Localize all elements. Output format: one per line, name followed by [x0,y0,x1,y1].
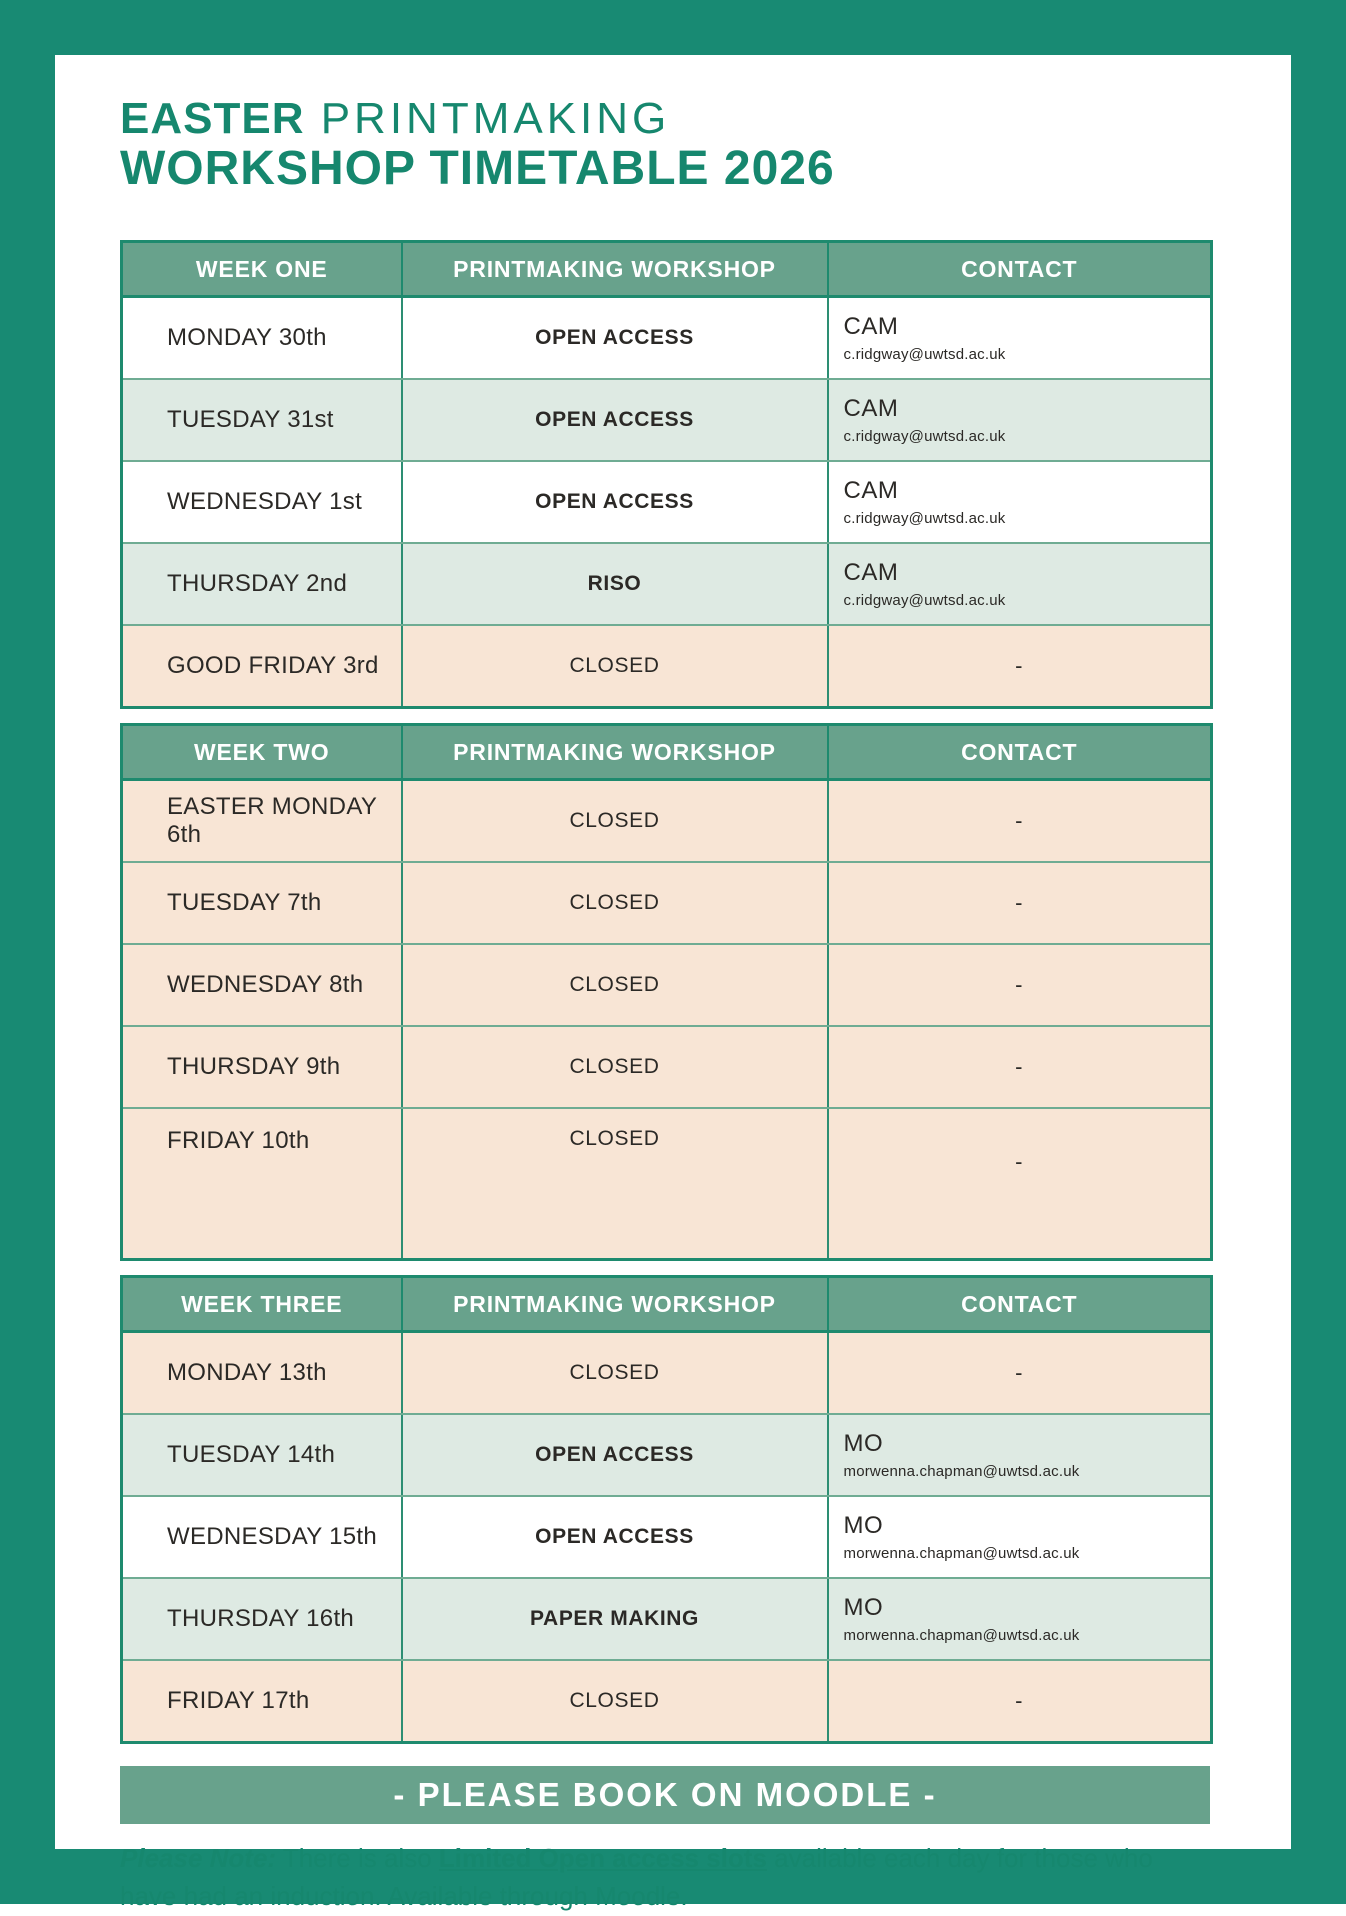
table-row [122,1108,1212,1260]
day-cell: FRIDAY 10th [122,1108,402,1260]
table-row [122,780,1212,863]
contact-name: MO [843,1594,884,1622]
table-row [122,543,1212,625]
week-three-table [120,1275,1213,1744]
workshop-cell: CLOSED [402,780,828,863]
workshop-cell: CLOSED [402,1660,828,1743]
week-one-table [120,240,1213,709]
week-label: WEEK TWO [122,725,402,780]
contact-cell: - [828,862,1212,944]
contact-name: CAM [843,395,899,423]
table-header-row [122,1277,1212,1332]
contact-email: morwenna.chapman@uwtsd.ac.uk [843,1627,1080,1645]
contact-name: CAM [843,477,899,505]
contact-cell [828,379,1212,461]
day-cell: GOOD FRIDAY 3rd [122,625,402,708]
workshop-cell: CLOSED [402,625,828,708]
day-cell: FRIDAY 17th [122,1660,402,1743]
workshop-cell: OPEN ACCESS [402,461,828,543]
contact-cell: - [828,1660,1212,1743]
title-rest: PRINTMAKING [304,94,671,143]
contact-email: c.ridgway@uwtsd.ac.uk [843,510,1006,528]
contact-cell: - [828,1332,1212,1415]
table-row [122,1026,1212,1108]
workshop-cell: OPEN ACCESS [402,1414,828,1496]
contact-email: c.ridgway@uwtsd.ac.uk [843,428,1006,446]
week-label: WEEK THREE [122,1277,402,1332]
contact-cell: - [828,944,1212,1026]
footnote-lead: Please Note: [120,1843,277,1874]
day-cell: THURSDAY 9th [122,1026,402,1108]
contact-cell [828,1578,1212,1660]
table-header-row [122,725,1212,780]
poster-sheet [55,55,1291,1911]
day-cell: TUESDAY 14th [122,1414,402,1496]
table-row [122,379,1212,461]
contact-cell: - [828,1108,1212,1260]
workshop-cell: OPEN ACCESS [402,379,828,461]
workshop-header: PRINTMAKING WORKSHOP [402,242,828,297]
table-row [122,625,1212,708]
contact-cell [828,1414,1212,1496]
week-two-table [120,723,1213,1261]
contact-cell [828,461,1212,543]
workshop-header: PRINTMAKING WORKSHOP [402,1277,828,1332]
contact-email: c.ridgway@uwtsd.ac.uk [843,346,1006,364]
table-row [122,1332,1212,1415]
footnote-emphasis: Limited Open access slots [438,1843,767,1874]
contact-cell [828,543,1212,625]
title-accent: EASTER [120,94,305,143]
workshop-header: PRINTMAKING WORKSHOP [402,725,828,780]
workshop-cell: OPEN ACCESS [402,297,828,380]
table-row [122,944,1212,1026]
table-row [122,1578,1212,1660]
week-label: WEEK ONE [122,242,402,297]
contact-header: CONTACT [828,1277,1212,1332]
contact-header: CONTACT [828,725,1212,780]
workshop-cell: CLOSED [402,862,828,944]
workshop-cell: RISO [402,543,828,625]
contact-name: MO [843,1430,884,1458]
moodle-banner: - PLEASE BOOK ON MOODLE - [120,1766,1210,1824]
contact-name: MO [843,1512,884,1540]
day-cell: WEDNESDAY 8th [122,944,402,1026]
table-header-row [122,242,1212,297]
contact-email: morwenna.chapman@uwtsd.ac.uk [843,1463,1080,1481]
contact-email: morwenna.chapman@uwtsd.ac.uk [843,1545,1080,1563]
table-row [122,1414,1212,1496]
contact-cell: - [828,1026,1212,1108]
workshop-cell: CLOSED [402,1026,828,1108]
table-row [122,1496,1212,1578]
day-cell: TUESDAY 31st [122,379,402,461]
contact-header: CONTACT [828,242,1212,297]
day-cell: THURSDAY 2nd [122,543,402,625]
day-cell: THURSDAY 16th [122,1578,402,1660]
day-cell: MONDAY 13th [122,1332,402,1415]
contact-name: CAM [843,313,899,341]
contact-cell [828,1496,1212,1578]
contact-name: CAM [843,559,899,587]
day-cell: MONDAY 30th [122,297,402,380]
footnote [120,1840,1210,1915]
table-row [122,297,1212,380]
contact-cell: - [828,780,1212,863]
page-title-line2: WORKSHOP TIMETABLE 2026 [120,142,835,196]
table-row [122,862,1212,944]
workshop-cell: PAPER MAKING [402,1578,828,1660]
table-row [122,461,1212,543]
poster-content [120,95,1210,1916]
contact-email: c.ridgway@uwtsd.ac.uk [843,592,1006,610]
workshop-cell: CLOSED [402,1108,828,1260]
day-cell: WEDNESDAY 1st [122,461,402,543]
page-title-line1 [120,95,1210,143]
workshop-cell: CLOSED [402,1332,828,1415]
workshop-cell: CLOSED [402,944,828,1026]
contact-cell [828,297,1212,380]
footnote-text-after: available each day for those who have had an induction. Available through Moodle. [120,1843,1153,1911]
day-cell: WEDNESDAY 15th [122,1496,402,1578]
workshop-cell: OPEN ACCESS [402,1496,828,1578]
contact-cell: - [828,625,1212,708]
day-cell: TUESDAY 7th [122,862,402,944]
footnote-text-before: There is also [276,1843,439,1874]
day-cell: EASTER MONDAY 6th [122,780,402,863]
table-row [122,1660,1212,1743]
